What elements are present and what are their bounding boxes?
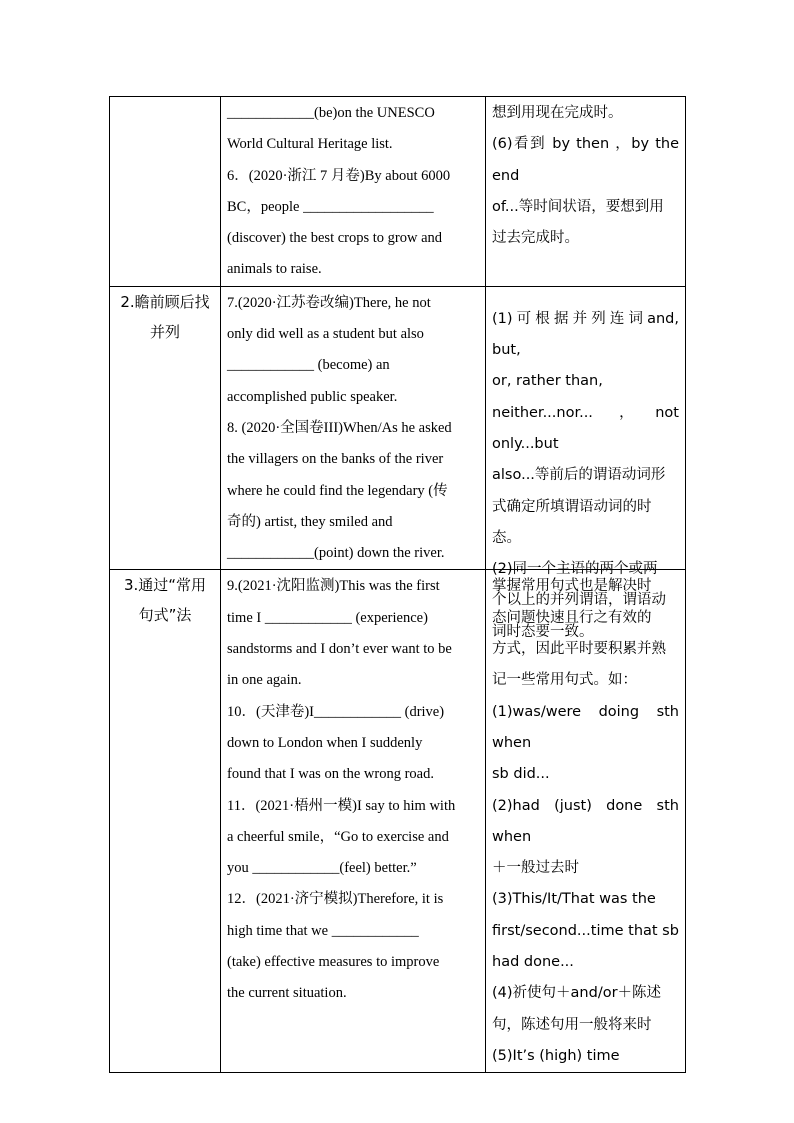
examples-text <box>221 97 485 286</box>
tip-line: (1)was/were doing sth when <box>492 703 679 751</box>
example-line: where he could find the legendary (传 <box>227 482 448 499</box>
example-line: in one again. <box>227 672 302 689</box>
tip-line: 句，陈述句用一般将来时 <box>492 1016 652 1033</box>
tip-line: neither...nor... ，not only...but <box>492 404 679 452</box>
tip-line: (4)祈使句＋and/or＋陈述 <box>492 985 662 1002</box>
tips-cell <box>486 97 686 287</box>
tip-line: also...等前后的谓语动词形 <box>492 467 666 484</box>
example-line: World Cultural Heritage list. <box>227 136 393 153</box>
example-line: BC，people __________________ <box>227 198 434 215</box>
examples-cell <box>221 286 486 570</box>
example-line: animals to raise. <box>227 261 322 278</box>
tip-line: or, rather than, <box>492 373 603 390</box>
example-line: ____________ (become) an <box>227 357 390 374</box>
example-line: (take) effective measures to improve <box>227 954 440 971</box>
example-line: 10．(天津卷)I____________ (drive) <box>227 703 445 720</box>
tip-line: (2)had (just) done sth when <box>492 797 679 845</box>
table-row <box>110 570 686 1073</box>
example-line: 8. (2020·全国卷III)When/As he asked <box>227 419 452 436</box>
example-line: (discover) the best crops to grow and <box>227 230 443 247</box>
method-label: 2.瞻前顾后找并列 <box>120 292 210 341</box>
tip-line: sb did... <box>492 766 550 783</box>
example-line: down to London when I suddenly <box>227 734 423 751</box>
example-line: only did well as a student but also <box>227 326 424 343</box>
tip-line: 方式，因此平时要积累并熟 <box>492 641 666 658</box>
tip-line: 态问题快速且行之有效的 <box>492 609 652 626</box>
method-cell <box>110 97 221 287</box>
example-line: accomplished public speaker. <box>227 388 398 405</box>
tips-text <box>486 570 685 1072</box>
tip-line: had done... <box>492 954 574 971</box>
example-line: you ____________(feel) better.” <box>227 860 417 877</box>
tense-methods-table <box>109 96 686 1073</box>
examples-cell <box>221 570 486 1073</box>
tip-line: (6)看到 by then ，by the end <box>492 136 679 184</box>
tip-line: 记一些常用句式。如： <box>492 672 637 689</box>
method-cell <box>110 286 221 570</box>
tip-line: 个以上的并列谓语，谓语动 <box>492 592 666 609</box>
tips-cell <box>486 570 686 1073</box>
example-line: the villagers on the banks of the river <box>227 451 444 468</box>
table-row <box>110 286 686 570</box>
tip-line: first/second...time that sb <box>492 922 679 939</box>
method-cell <box>110 570 221 1073</box>
example-line: the current situation. <box>227 985 347 1002</box>
example-line: ____________(be)on the UNESCO <box>227 105 435 121</box>
examples-text <box>221 570 485 1009</box>
example-line: 奇的) artist, they smiled and <box>227 513 393 530</box>
example-line: found that I was on the wrong road. <box>227 766 434 783</box>
tip-line: 词时态要一致。 <box>492 623 594 640</box>
tips-text <box>486 97 685 254</box>
example-line: 9.(2021·沈阳监测)This was the first <box>227 578 440 595</box>
example-line: 12．(2021·济宁模拟)Therefore, it is <box>227 891 444 908</box>
examples-cell <box>221 97 486 287</box>
tip-line: (1)可根据并列连词and, but, <box>492 310 679 359</box>
tip-line: ＋一般过去时 <box>492 860 579 877</box>
example-line: time I ____________ (experience) <box>227 609 428 626</box>
method-label: 3.通过“常用句式”法 <box>123 576 207 625</box>
example-line: a cheerful smile，“Go to exercise and <box>227 828 449 845</box>
tip-line: (3)This/It/That was the <box>492 891 656 908</box>
example-line: 7.(2020·江苏卷改编)There, he not <box>227 294 431 311</box>
table-row <box>110 97 686 287</box>
tip-line: (2)同一个主语的两个或两 <box>492 561 658 578</box>
example-line: 11．(2021·梧州一模)I say to him with <box>227 797 456 814</box>
example-line: ____________(point) down the river. <box>227 545 445 562</box>
tip-line: (5)It’s (high) time <box>492 1047 620 1064</box>
tip-line: 掌握常用句式也是解决时 <box>492 578 652 595</box>
examples-text <box>221 287 485 570</box>
example-line: sandstorms and I don’t ever want to be <box>227 641 452 658</box>
example-line: 6．(2020·浙江 7 月卷)By about 6000 <box>227 167 451 184</box>
example-line: high time that we ____________ <box>227 922 419 939</box>
tip-line: 态。 <box>492 529 521 546</box>
tip-line: 过去完成时。 <box>492 230 579 247</box>
tip-line: 想到用现在完成时。 <box>492 105 623 121</box>
tip-line: of...等时间状语，要想到用 <box>492 198 664 215</box>
tip-line: 式确定所填谓语动词的时 <box>492 498 652 515</box>
